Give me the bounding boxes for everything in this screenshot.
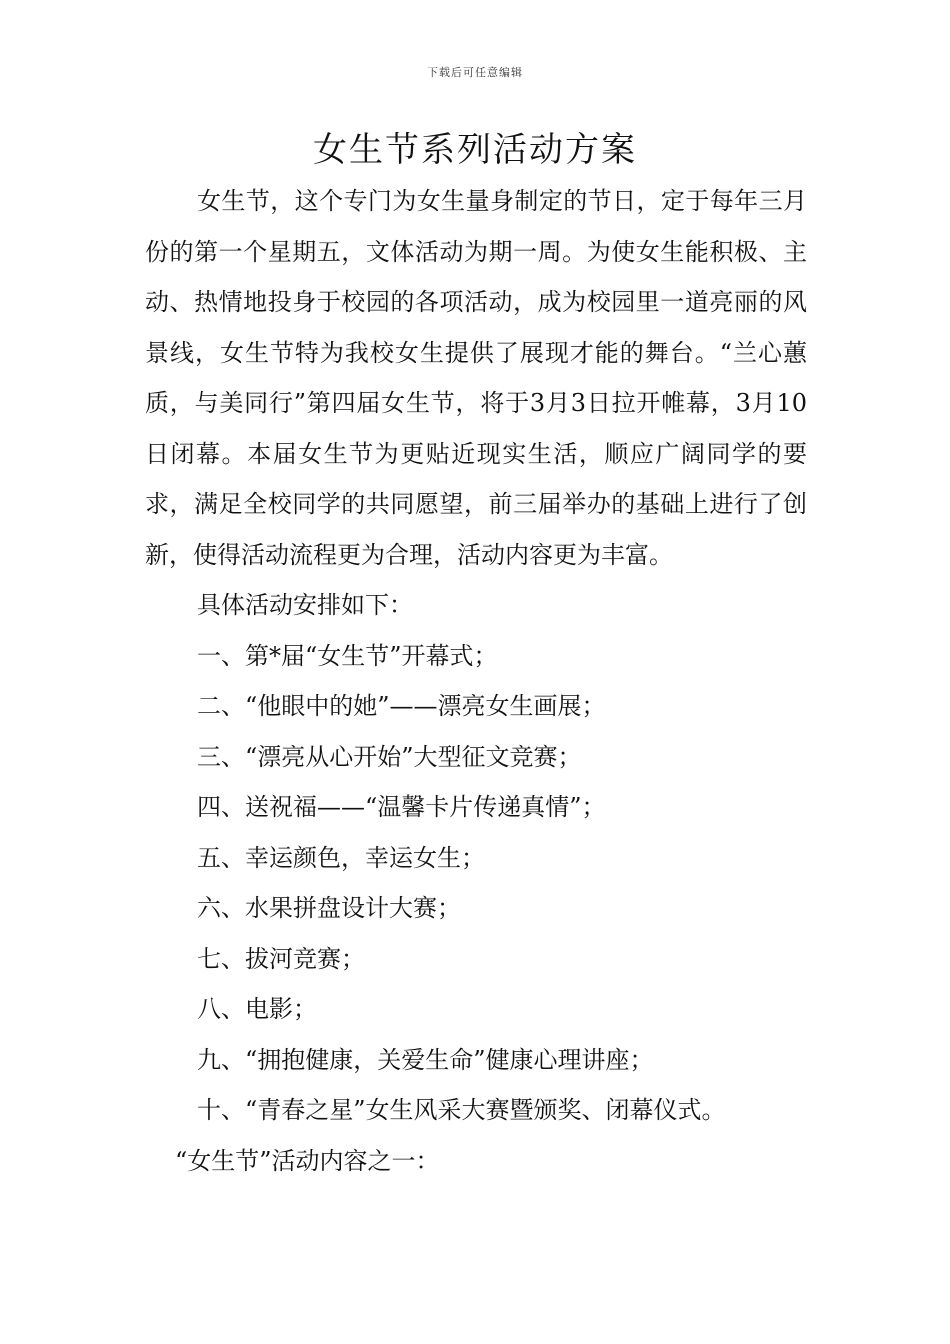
activity-item-5: 五、幸运颜色，幸运女生；	[197, 843, 485, 872]
intro-paragraph: 女生节，这个专门为女生量身制定的节日，定于每年三月份的第一个星期五，文体活动为期一周。为使女生能积极、主动、热情地投身于校园的各项活动，成为校园里一道亮丽的风景线，女生节特为我校女生提供了展现才能的舞台。“兰心蕙质，与美同行”第四届女生节，将于3月3日拉开帷幕，3月10日闭幕。本届女生节为更贴近现实生活，顺应广阔同学的要求，满足全校同学的共同愿望，前三届举办的基础上进行了创新，使得活动流程更为合理，活动内容更为丰富。	[145, 187, 807, 569]
activity-item-4: 四、送祝福——“温馨卡片传递真情”；	[197, 793, 606, 821]
activity-item-10: 十、“青春之星”女生风采大赛暨颁奖、闭幕仪式。	[197, 1096, 726, 1124]
activity-item-6: 六、水果拼盘设计大赛；	[197, 894, 461, 922]
activity-item-3: 三、“漂亮从心开始”大型征文竞赛；	[197, 742, 582, 771]
document-title: 女生节系列活动方案	[313, 130, 637, 170]
header-note: 下载后可任意编辑	[427, 66, 523, 79]
section-heading: “女生节”活动内容之一：	[175, 1146, 440, 1175]
document-body	[145, 176, 807, 1186]
activity-item-8: 八、电影；	[197, 995, 317, 1023]
activity-item-2: 二、“他眼中的她”——漂亮女生画展；	[197, 692, 606, 720]
activity-item-1: 一、第*届“女生节”开幕式；	[197, 641, 498, 670]
activity-item-7: 七、拔河竞赛；	[197, 944, 365, 973]
activity-item-9: 九、“拥抱健康，关爱生命”健康心理讲座；	[197, 1045, 654, 1074]
schedule-heading: 具体活动安排如下：	[197, 591, 413, 619]
